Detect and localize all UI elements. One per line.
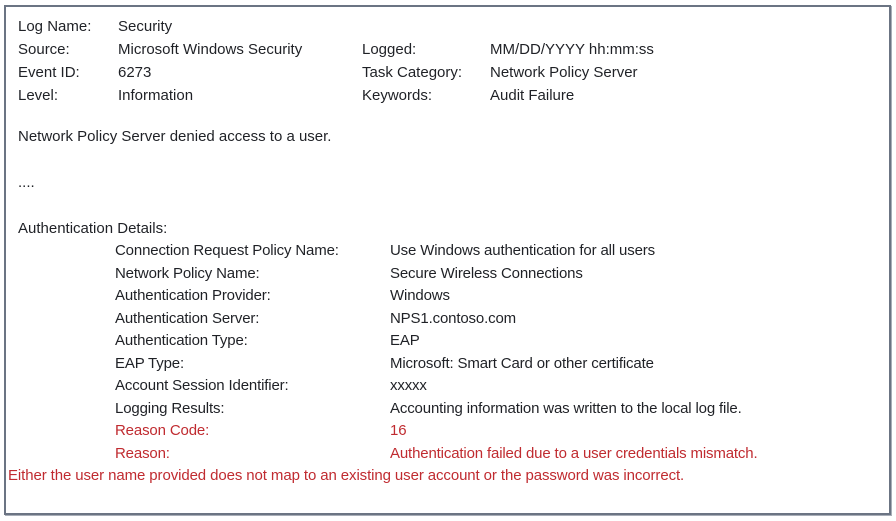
level-keywords-row xyxy=(18,84,881,107)
detail-value: Authentication failed due to a user credentials mismatch. xyxy=(390,444,758,462)
detail-row-logging-results xyxy=(18,398,881,421)
event-id-task-category-row xyxy=(18,61,881,84)
detail-row-connection-request-policy xyxy=(18,240,881,263)
detail-label: Connection Request Policy Name: xyxy=(115,242,339,259)
detail-row-reason-code xyxy=(18,420,881,443)
log-name-label: Log Name: xyxy=(18,18,92,35)
detail-row-reason xyxy=(18,443,881,466)
source-value: Microsoft Windows Security xyxy=(118,41,303,58)
logged-label: Logged: xyxy=(362,41,417,58)
log-name-row xyxy=(18,15,881,38)
detail-label: EAP Type: xyxy=(115,354,184,372)
detail-label: Network Policy Name: xyxy=(115,264,260,282)
detail-label: Reason: xyxy=(115,444,170,462)
detail-value: EAP xyxy=(390,332,420,349)
detail-label: Authentication Provider: xyxy=(115,287,271,304)
detail-row-authentication-type xyxy=(18,330,881,353)
level-value: Information xyxy=(118,87,194,104)
authentication-details-heading: Authentication Details: xyxy=(18,220,168,237)
detail-value: Use Windows authentication for all users xyxy=(390,242,655,259)
detail-row-authentication-provider xyxy=(18,285,881,308)
event-message: Network Policy Server denied access to a user. xyxy=(18,128,332,145)
detail-row-network-policy-name xyxy=(18,263,881,286)
omitted-text-ellipsis: .... xyxy=(18,174,35,191)
source-logged-row xyxy=(18,38,881,61)
event-header xyxy=(18,15,881,107)
detail-value: 16 xyxy=(390,422,407,439)
event-id-label: Event ID: xyxy=(18,64,80,81)
task-category-label: Task Category: xyxy=(362,64,463,81)
detail-label: Reason Code: xyxy=(115,422,210,439)
event-id-value: 6273 xyxy=(118,64,152,81)
detail-label: Authentication Server: xyxy=(115,309,260,327)
detail-value: Accounting information was written to the local log file. xyxy=(390,399,742,417)
authentication-details-list xyxy=(18,240,881,465)
event-log-content xyxy=(6,7,889,488)
reason-explanation-text: Either the user name provided does not map to an existing user account or the password was incorrect. xyxy=(8,467,685,484)
detail-label: Authentication Type: xyxy=(115,332,248,349)
detail-value: Secure Wireless Connections xyxy=(390,264,583,282)
source-label: Source: xyxy=(18,41,70,58)
detail-value: NPS1.contoso.com xyxy=(390,309,516,327)
detail-value: xxxxx xyxy=(390,377,427,394)
detail-row-authentication-server xyxy=(18,308,881,331)
keywords-label: Keywords: xyxy=(362,87,433,104)
keywords-value: Audit Failure xyxy=(490,87,575,104)
level-label: Level: xyxy=(18,87,59,104)
detail-label: Logging Results: xyxy=(115,399,225,417)
detail-row-account-session-identifier xyxy=(18,375,881,398)
logged-value: MM/DD/YYYY hh:mm:ss xyxy=(490,41,654,58)
task-category-value: Network Policy Server xyxy=(490,64,638,81)
event-log-text-box xyxy=(4,5,891,515)
detail-value: Windows xyxy=(390,287,450,304)
detail-row-eap-type xyxy=(18,353,881,376)
detail-value: Microsoft: Smart Card or other certificate xyxy=(390,354,654,372)
detail-label: Account Session Identifier: xyxy=(115,377,289,394)
log-name-value: Security xyxy=(118,18,173,35)
